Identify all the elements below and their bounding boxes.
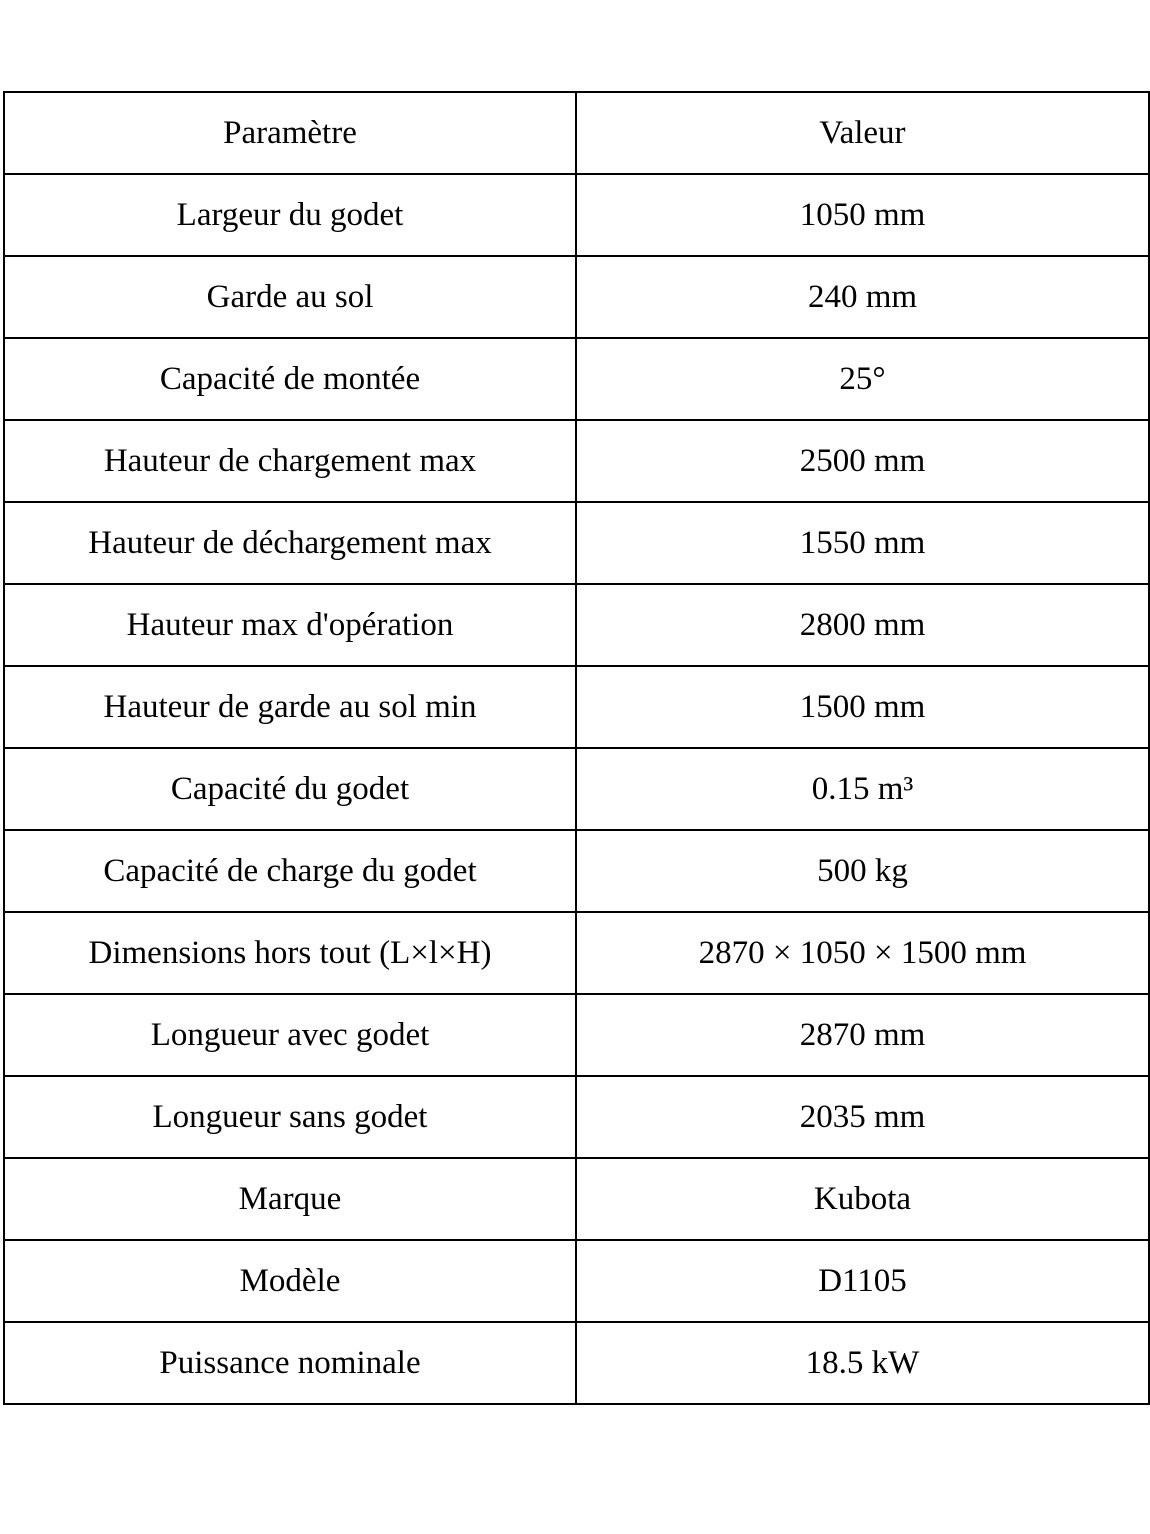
row-param: Capacité de charge du godet — [4, 830, 576, 912]
specifications-table — [3, 91, 1150, 1405]
table-row — [4, 994, 1149, 1076]
table-row — [4, 748, 1149, 830]
table-row — [4, 830, 1149, 912]
row-param: Hauteur de déchargement max — [4, 502, 576, 584]
table-row — [4, 1240, 1149, 1322]
table-row — [4, 256, 1149, 338]
row-param: Garde au sol — [4, 256, 576, 338]
row-param: Puissance nominale — [4, 1322, 576, 1404]
row-param: Longueur avec godet — [4, 994, 576, 1076]
row-param: Hauteur max d'opération — [4, 584, 576, 666]
row-value: 2035 mm — [576, 1076, 1149, 1158]
row-value: 2500 mm — [576, 420, 1149, 502]
row-param: Hauteur de chargement max — [4, 420, 576, 502]
row-value: 25° — [576, 338, 1149, 420]
table-row — [4, 174, 1149, 256]
header-value: Valeur — [576, 92, 1149, 174]
row-param: Capacité du godet — [4, 748, 576, 830]
table-header-row — [4, 92, 1149, 174]
row-value: D1105 — [576, 1240, 1149, 1322]
row-param: Dimensions hors tout (L×l×H) — [4, 912, 576, 994]
row-value: 0.15 m³ — [576, 748, 1149, 830]
table-row — [4, 584, 1149, 666]
table-row — [4, 420, 1149, 502]
table-row — [4, 1158, 1149, 1240]
table-row — [4, 338, 1149, 420]
row-value: 2800 mm — [576, 584, 1149, 666]
row-param: Hauteur de garde au sol min — [4, 666, 576, 748]
row-param: Longueur sans godet — [4, 1076, 576, 1158]
row-value: 1550 mm — [576, 502, 1149, 584]
row-value: 2870 mm — [576, 994, 1149, 1076]
row-value: Kubota — [576, 1158, 1149, 1240]
row-value: 2870 × 1050 × 1500 mm — [576, 912, 1149, 994]
row-value: 1050 mm — [576, 174, 1149, 256]
row-param: Marque — [4, 1158, 576, 1240]
table-row — [4, 1322, 1149, 1404]
row-value: 1500 mm — [576, 666, 1149, 748]
row-param: Capacité de montée — [4, 338, 576, 420]
table-row — [4, 1076, 1149, 1158]
header-param: Paramètre — [4, 92, 576, 174]
row-value: 500 kg — [576, 830, 1149, 912]
row-value: 18.5 kW — [576, 1322, 1149, 1404]
row-param: Largeur du godet — [4, 174, 576, 256]
table-row — [4, 666, 1149, 748]
table-row — [4, 912, 1149, 994]
row-param: Modèle — [4, 1240, 576, 1322]
table-row — [4, 502, 1149, 584]
row-value: 240 mm — [576, 256, 1149, 338]
